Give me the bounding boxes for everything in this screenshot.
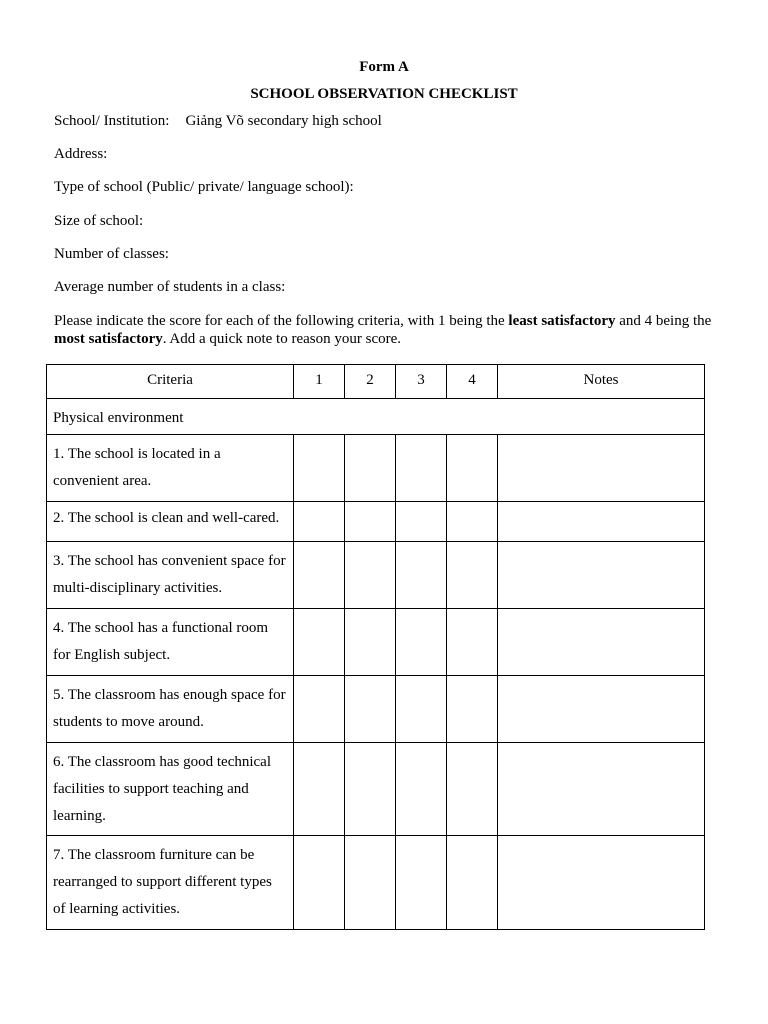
instructions-text-1: Please indicate the score for each of the following criteria, with 1 being the [54, 313, 509, 329]
school-field [54, 113, 382, 130]
address-label: Address: [54, 146, 108, 162]
score-cell[interactable] [345, 743, 396, 836]
table-row [47, 542, 705, 609]
score-cell[interactable] [447, 542, 498, 609]
instructions-text-2: and 4 being the [615, 313, 712, 329]
school-type-label: Type of school (Public/ private/ language school): [54, 179, 354, 195]
score-cell[interactable] [396, 836, 447, 930]
header-score-1: 1 [294, 365, 345, 399]
score-cell[interactable] [396, 676, 447, 743]
score-cell[interactable] [345, 542, 396, 609]
number-of-classes-label: Number of classes: [54, 246, 169, 262]
score-cell[interactable] [345, 836, 396, 930]
criterion-6: 6. The classroom has good technical facilities to support teaching and learning. [47, 743, 294, 836]
score-cell[interactable] [447, 435, 498, 502]
score-cell[interactable] [396, 542, 447, 609]
instructions-text-3: . Add a quick note to reason your score. [162, 331, 402, 347]
score-cell[interactable] [396, 609, 447, 676]
table-row [47, 435, 705, 502]
notes-cell[interactable] [498, 676, 705, 743]
score-cell[interactable] [396, 743, 447, 836]
form-label: Form A [359, 59, 409, 75]
table-row [47, 836, 705, 930]
score-cell[interactable] [294, 542, 345, 609]
instructions-paragraph [54, 312, 722, 348]
criterion-7: 7. The classroom furniture can be rearranged to support different types of learning activities. [47, 836, 294, 930]
score-cell[interactable] [396, 502, 447, 542]
score-cell[interactable] [447, 836, 498, 930]
school-value: Giảng Võ secondary high school [185, 113, 382, 129]
header-notes: Notes [498, 365, 705, 399]
criterion-2: 2. The school is clean and well-cared. [47, 502, 294, 542]
criterion-4: 4. The school has a functional room for English subject. [47, 609, 294, 676]
score-cell[interactable] [447, 743, 498, 836]
score-cell[interactable] [294, 609, 345, 676]
table-row [47, 502, 705, 542]
notes-cell[interactable] [498, 435, 705, 502]
notes-cell[interactable] [498, 502, 705, 542]
table-row [47, 676, 705, 743]
header-criteria: Criteria [47, 365, 294, 399]
score-cell[interactable] [396, 435, 447, 502]
criterion-5: 5. The classroom has enough space for students to move around. [47, 676, 294, 743]
score-cell[interactable] [294, 836, 345, 930]
header-score-4: 4 [447, 365, 498, 399]
score-cell[interactable] [345, 435, 396, 502]
score-cell[interactable] [345, 502, 396, 542]
notes-cell[interactable] [498, 542, 705, 609]
criteria-table [46, 364, 705, 930]
header-score-3: 3 [396, 365, 447, 399]
section-row [47, 399, 705, 435]
average-students-label: Average number of students in a class: [54, 279, 286, 295]
score-cell[interactable] [294, 435, 345, 502]
header-score-2: 2 [345, 365, 396, 399]
notes-cell[interactable] [498, 743, 705, 836]
form-title: SCHOOL OBSERVATION CHECKLIST [250, 86, 518, 102]
table-row [47, 609, 705, 676]
score-cell[interactable] [447, 502, 498, 542]
score-cell[interactable] [447, 609, 498, 676]
score-cell[interactable] [294, 676, 345, 743]
score-cell[interactable] [345, 609, 396, 676]
most-satisfactory-text: most satisfactory [54, 331, 163, 347]
criterion-1: 1. The school is located in a convenient area. [47, 435, 294, 502]
school-size-label: Size of school: [54, 213, 144, 229]
least-satisfactory-text: least satisfactory [508, 313, 616, 329]
school-label: School/ Institution: [54, 113, 170, 129]
score-cell[interactable] [345, 676, 396, 743]
table-row [47, 743, 705, 836]
notes-cell[interactable] [498, 836, 705, 930]
score-cell[interactable] [294, 502, 345, 542]
score-cell[interactable] [447, 676, 498, 743]
section-title: Physical environment [47, 399, 705, 435]
criterion-3: 3. The school has convenient space for multi-disciplinary activities. [47, 542, 294, 609]
notes-cell[interactable] [498, 609, 705, 676]
table-header-row [47, 365, 705, 399]
score-cell[interactable] [294, 743, 345, 836]
